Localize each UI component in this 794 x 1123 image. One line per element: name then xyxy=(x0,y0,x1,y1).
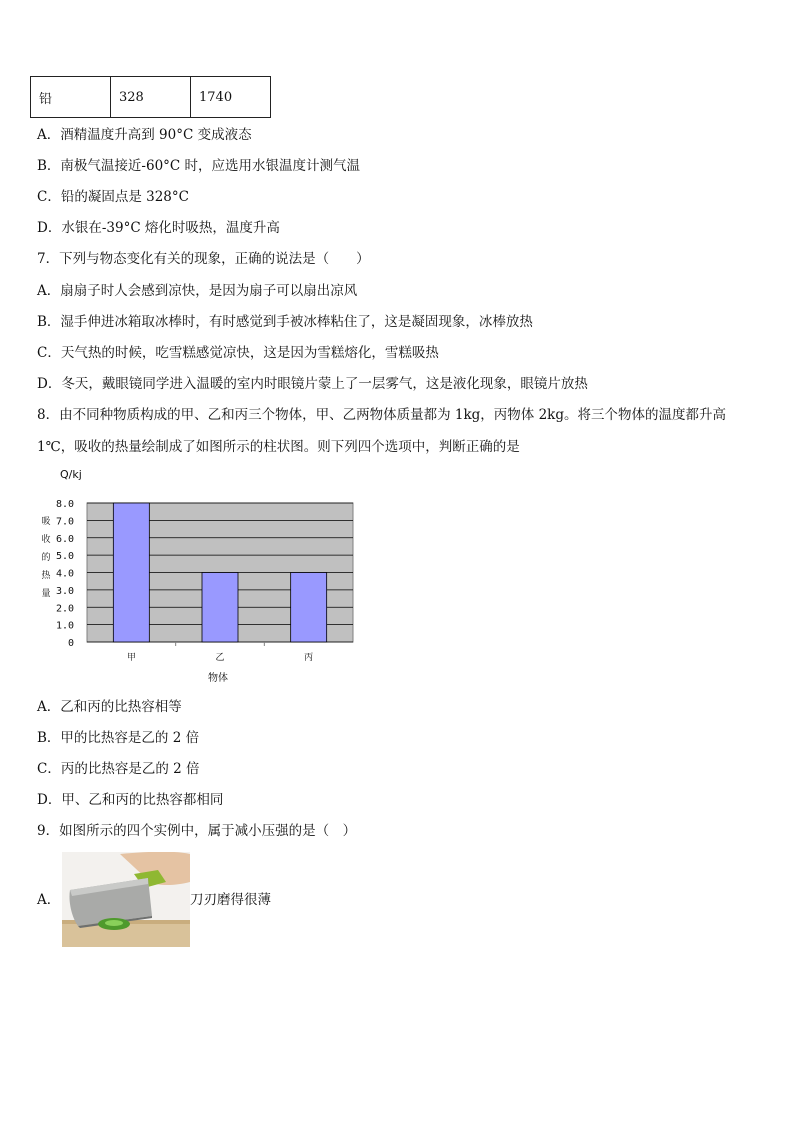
side-label-char: 收 xyxy=(41,535,51,545)
q8-stem-line1: 8．由不同种物质构成的甲、乙和丙三个物体，甲、乙两物体质量都为 1kg，丙物体 2kg。将三个物体的温度都升高 xyxy=(37,407,726,423)
x-tick-label: 丙 xyxy=(304,653,314,663)
y-axis-unit-label: Q/kj xyxy=(60,468,82,481)
x-tick-label: 乙 xyxy=(215,653,225,663)
table-cell: 铅 xyxy=(31,77,111,118)
table-row xyxy=(31,77,271,118)
q6-option-b: B．南极气温接近-60°C 时，应选用水银温度计测气温 xyxy=(37,158,361,174)
y-tick-label: 0 xyxy=(67,638,74,649)
y-tick-label: 1.0 xyxy=(55,620,74,632)
q7-stem: 7．下列与物态变化有关的现象，正确的说法是（ ） xyxy=(37,251,370,267)
bar-2 xyxy=(202,573,238,643)
side-label-char: 吸 xyxy=(41,517,51,527)
q7-option-d: D．冬天，戴眼镜同学进入温暖的室内时眼镜片蒙上了一层雾气，这是液化现象，眼镜片放热 xyxy=(37,376,588,392)
x-tick-labels xyxy=(127,642,313,663)
side-label-char: 量 xyxy=(41,589,51,599)
side-label-char: 热 xyxy=(41,571,51,581)
q8-option-b: B．甲的比热容是乙的 2 倍 xyxy=(37,730,200,746)
y-tick-label: 3.0 xyxy=(55,585,74,597)
y-tick-label: 4.0 xyxy=(55,568,74,580)
q7-option-a: A．扇扇子时人会感到凉快，是因为扇子可以扇出凉风 xyxy=(37,283,358,299)
bar-1 xyxy=(113,503,149,642)
q6-option-a: A．酒精温度升高到 90°C 变成液态 xyxy=(37,127,252,143)
table-cell: 1740 xyxy=(191,77,271,118)
side-label-char: 的 xyxy=(41,553,51,563)
y-tick-label: 6.0 xyxy=(55,533,74,545)
y-tick-label: 7.0 xyxy=(55,516,74,528)
q6-option-c: C．铅的凝固点是 328°C xyxy=(37,189,189,205)
q7-option-c: C．天气热的时候，吃雪糕感觉凉快，这是因为雪糕熔化，雪糕吸热 xyxy=(37,345,439,361)
heat-bar-chart xyxy=(30,462,370,692)
q9-option-a-letter: A． xyxy=(37,892,61,908)
y-tick-label: 2.0 xyxy=(55,603,74,615)
y-tick-label: 8.0 xyxy=(55,499,74,510)
q9-option-a-text: 刀刃磨得很薄 xyxy=(190,892,271,908)
x-tick-label: 甲 xyxy=(126,653,136,663)
bar-3 xyxy=(291,573,327,643)
q8-option-d: D．甲、乙和丙的比热容都相同 xyxy=(37,792,224,808)
q8-stem-line2: 1℃，吸收的热量绘制成了如图所示的柱状图。则下列四个选项中，判断正确的是 xyxy=(37,439,520,455)
x-axis-label: 物体 xyxy=(208,673,228,684)
y-tick-labels xyxy=(56,499,74,649)
q9-stem: 9．如图所示的四个实例中，属于减小压强的是（ ） xyxy=(37,823,357,839)
y-tick-label: 5.0 xyxy=(55,551,74,563)
q8-option-c: C．丙的比热容是乙的 2 倍 xyxy=(37,761,200,777)
y-axis-side-label xyxy=(41,516,51,599)
q7-option-b: B．湿手伸进冰箱取冰棒时，有时感觉到手被冰棒粘住了，这是凝固现象，冰棒放热 xyxy=(37,314,533,330)
table-cell: 328 xyxy=(111,77,191,118)
knife-cutting-pepper-photo xyxy=(62,852,190,947)
melting-point-table xyxy=(30,76,271,118)
q6-option-d: D．水银在-39°C 熔化时吸热，温度升高 xyxy=(37,220,280,236)
q8-option-a: A．乙和丙的比热容相等 xyxy=(37,699,182,715)
